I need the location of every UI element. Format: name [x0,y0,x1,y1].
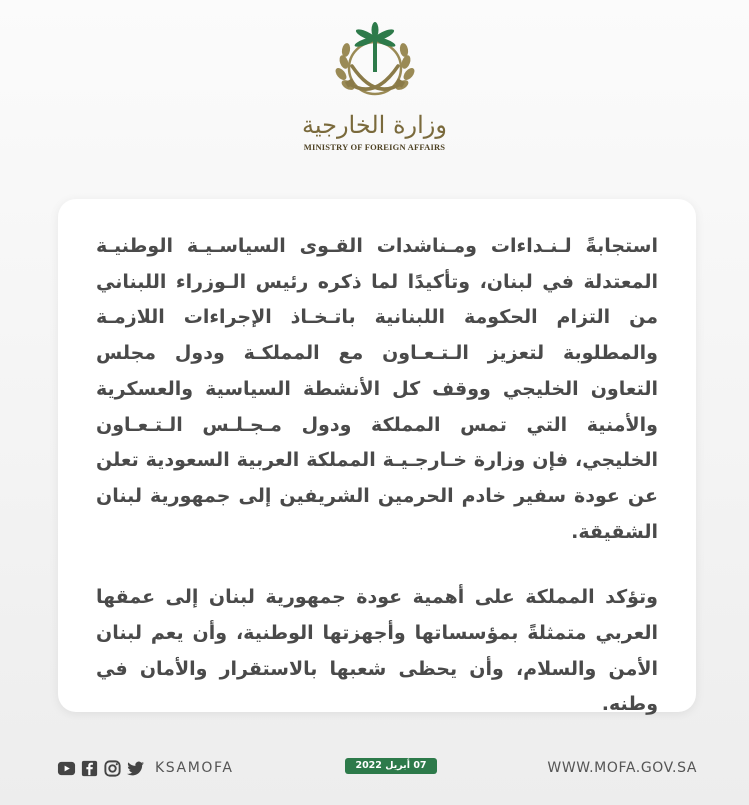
statement-paragraph: استجابةً لـنـداءات ومـناشدات القـوى السياسـيـة الوطنيـة المعتدلة في لبنان، وتأكيدًا لما ذكره رئيس الـوزراء اللبناني من التزام الحكومة اللبنانية باتـخـاذ الإجراءات اللازمـة والمطلوبة لتعزيز الـتـعـاون مع المملكـة ودول مجلس التعاون الخليجي ووقف كل الأنشطة السياسية والعسكرية والأمنية التي تمس المملكة ودول مـجـلـس الـتـعـاون الخليجي، فإن وزارة خـارجـيـة المملكة العربية السعودية تعلن عن عودة سفير خادم الحرمين الشريفين إلى جمهورية لبنان الشقيقة. [96,235,658,543]
youtube-icon[interactable] [57,759,76,778]
statement-paragraph: وتؤكد المملكة على أهمية عودة جمهورية لبنان إلى عمقها العربي متمثلةً بمؤسساتها وأجهزتها الوطنية، وأن يعم لبنان الأمن والسلام، وأن يحظى شعبها بالاستقرار والأمان في وطنه. [96,586,658,716]
ministry-arabic-name: وزارة الخارجية [302,111,447,139]
ministry-english-name: MINISTRY OF FOREIGN AFFAIRS [303,142,446,152]
social-links [57,756,234,780]
saudi-emblem-icon [330,22,420,104]
instagram-icon[interactable] [103,759,122,778]
website-link[interactable]: WWW.MOFA.GOV.SA [547,760,697,776]
date-badge: 07 أبريل 2022 [345,758,437,774]
ministry-logo [0,22,749,152]
twitter-icon[interactable] [126,759,145,778]
facebook-icon[interactable] [80,759,99,778]
statement-card [58,199,696,716]
social-handle: KSAMOFA [155,760,234,776]
footer [0,756,749,780]
